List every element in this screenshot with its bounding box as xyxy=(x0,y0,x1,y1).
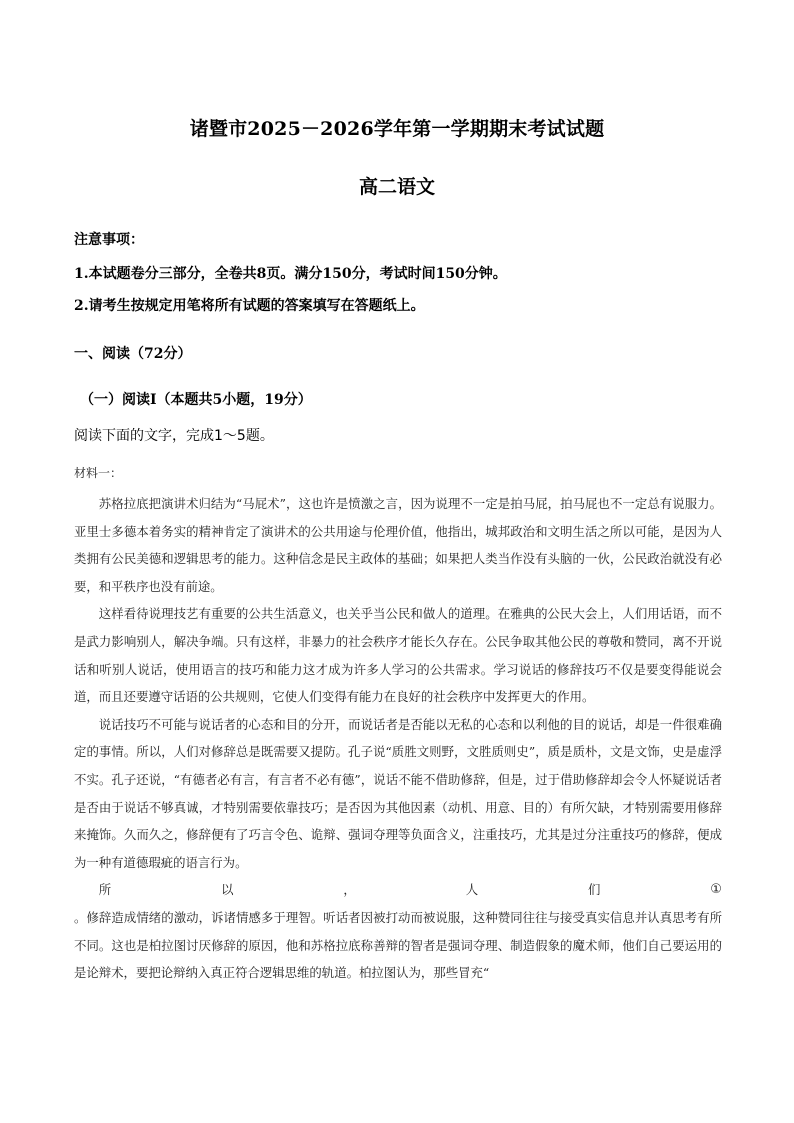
section-heading: 一、阅读（72分） xyxy=(74,346,192,362)
exam-title: 诸暨市2025－2026学年第一学期期末考试试题 xyxy=(189,118,605,140)
word: 所 xyxy=(98,882,112,898)
notice-item-1: 1.本试题卷分三部分，全卷共8页。满分150分，考试时间150分钟。 xyxy=(74,266,507,282)
passage-paragraph-3: 说话技巧不可能与说话者的心态和目的分开，而说话者是否能以无私的心态和以利他的目的说话，却是一件很难确定的事情。所以，人们对修辞总是既需要又提防。孔子说“质胜文则野，文胜质则史”，质是质朴，文是文饰，史是虚浮不实。孔子还说，“有德者必有言，有言者不必有德”，说话不能不借助修辞，但是，过于借助修辞却会令人怀疑说话者是否由于说话不够真诚，才特别需要依靠技巧；是否因为其他因素（动机、用意、目的）有所欠缺，才特别需要用修辞来掩饰。久而久之，修辞便有了巧言令色、诡辩、强词夺理等负面含义，注重技巧，尤其是过分注重技巧的修辞，便成为一种有道德瑕疵的语言行为。 xyxy=(74,716,722,870)
passage-paragraph-1: 苏格拉底把演讲术归结为“马屁术”，这也许是愤激之言，因为说理不一定是拍马屁，拍马屁也不一定总有说服力。亚里士多德本着务实的精神肯定了演讲术的公共用途与伦理价值，他指出，城邦政治和文明生活之所以可能，是因为人类拥有公民美德和逻辑思考的能力。这种信念是民主政体的基础；如果把人类当作没有头脑的一伙，公民政治就没有必要，和平秩序也没有前途。 xyxy=(74,496,722,594)
word: 以 xyxy=(221,882,234,898)
word: ， xyxy=(343,882,356,898)
passage xyxy=(74,490,722,987)
notice-item-2: 2.请考生按规定用笔将所有试题的答案填写在答题纸上。 xyxy=(74,298,425,314)
reading-instruction: 阅读下面的文字，完成1～5题。 xyxy=(74,428,274,444)
notice-heading: 注意事项： xyxy=(74,232,144,248)
blank-marker-1: ① xyxy=(710,882,722,898)
word: 人 xyxy=(465,882,479,898)
passage-paragraph-2: 这样看待说理技艺有重要的公共生活意义，也关乎当公民和做人的道理。在雅典的公民大会上，人们用话语，而不是武力影响别人，解决争端。只有这样，非暴力的社会秩序才能长久存在。公民争取其他公民的尊敬和赞同，离不开说话和听别人说话，使用语言的技巧和能力这才成为许多人学习的公共需求。学习说话的修辞技巧不仅是要变得能说会道，而且还要遵守话语的公共规则，它使人们变得有能力在良好的社会秩序中发挥更大的作用。 xyxy=(74,606,722,705)
word: 们 xyxy=(587,882,601,898)
passage-paragraph-4: 。修辞造成情绪的激动，诉诸情感多于理智。听话者因被打动而被说服，这种赞同往往与接受真实信息并认真思考有所不同。这也是柏拉图讨厌修辞的原因，他和苏格拉底称善辩的智者是强词夺理、制造假象的魔术师，他们自己要运用的是论辩术，要把论辩纳入真正符合逻辑思维的轨道。柏拉图认为，那些冒充“ xyxy=(74,909,722,981)
subsection-heading: （一）阅读Ⅰ（本题共5小题，19分） xyxy=(80,392,312,408)
passage-paragraph-4-lead xyxy=(74,876,722,904)
subject-title: 高二语文 xyxy=(358,176,435,198)
material-label: 材料一： xyxy=(74,466,123,480)
